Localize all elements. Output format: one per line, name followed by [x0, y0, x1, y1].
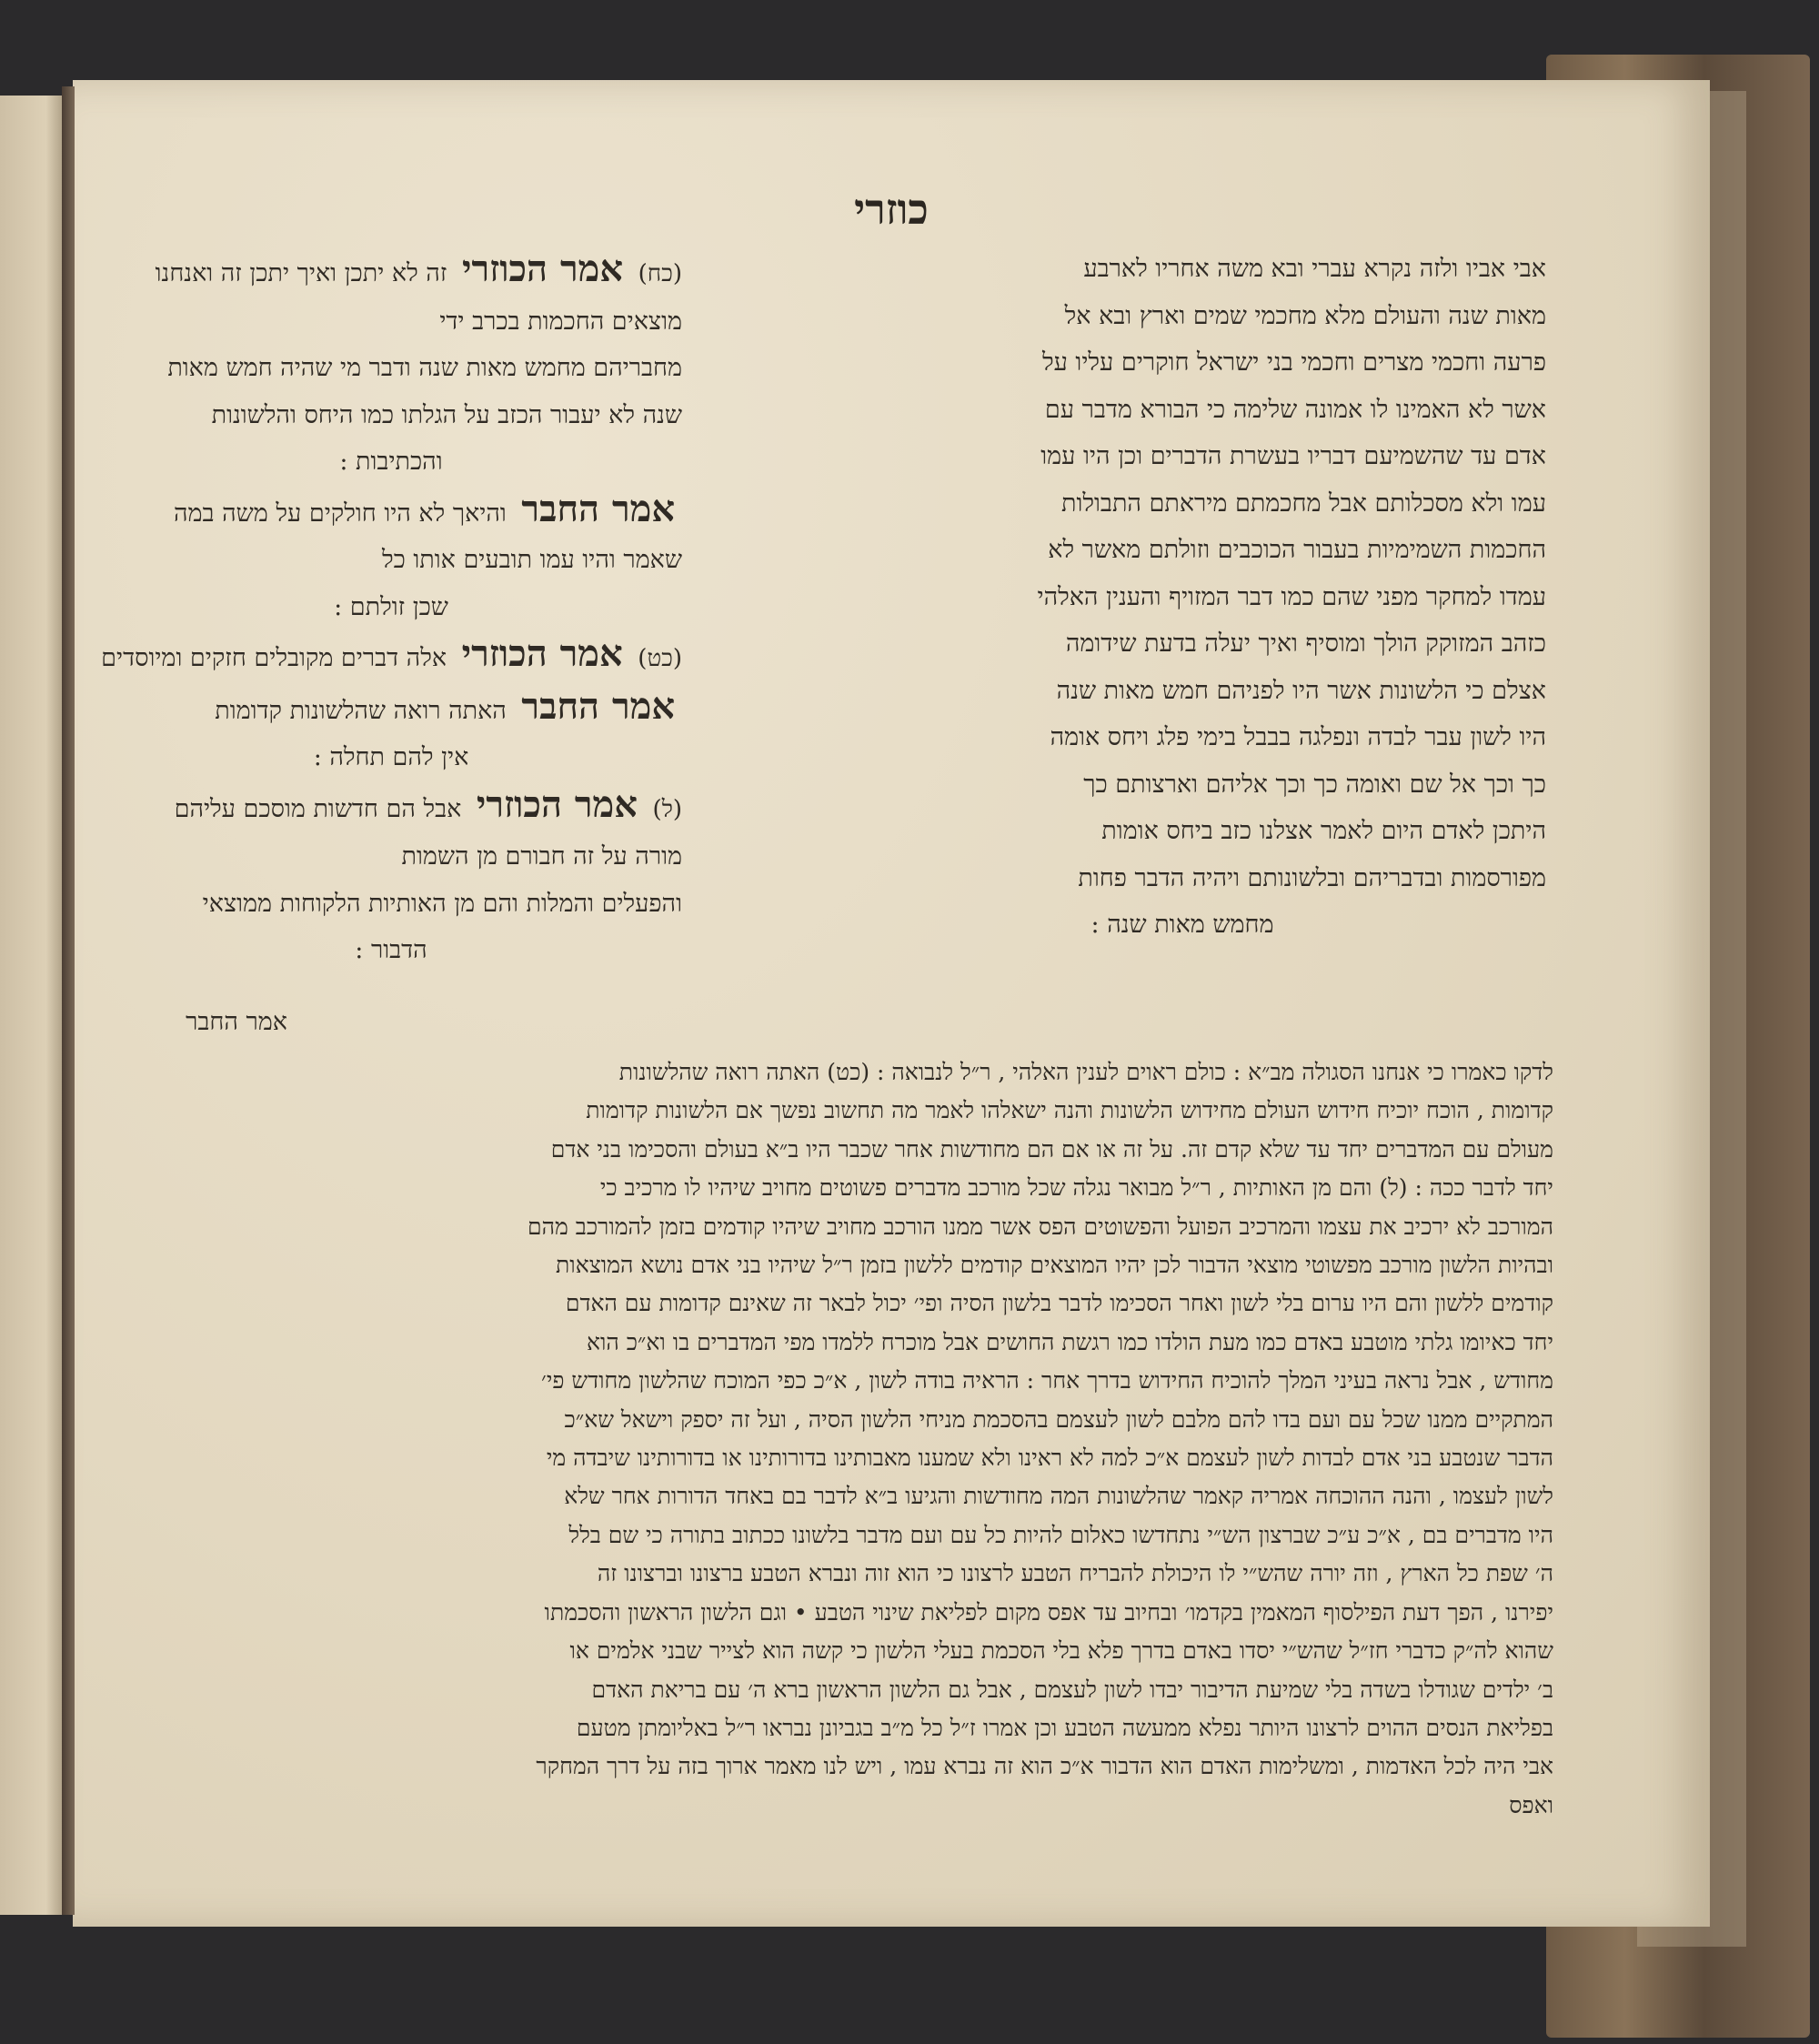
text-line: כך וכך אל שם ואומה כך וכך אליהם וארצותם כך [1083, 770, 1546, 799]
commentary-line: ב׳ ילדים שגודלו בשדה בלי שמיעת הדיבור יבדו לשון לעצמם , אבל גם הלשון הראשון ברא ה׳ עם בריאת האדם [591, 1676, 1553, 1703]
commentary-line: מעולם עם המדברים יחד עד שלא קדם זה. על זה או אם הם מחודשות אחר שכבר היו ב״א בעולם והסכימו בני אדם [550, 1135, 1553, 1163]
text-line: אלה דברים מקובלים חזקים ומיוסדים [101, 644, 447, 672]
commentary-line: קדומות , הוכח יוכיח חידוש העולם מחידוש הלשונות והנה ישאלהו לאמר מה תחשוב נפשך אם הלשונות קדומות [586, 1097, 1553, 1124]
commentary-line: יחד כאיומו גלתי מוטבע באדם כמו מעת הולדו כמו רגשת החושים אבל מוכרח ללמדו מפי המדברים בו וא״כ הוא [586, 1328, 1553, 1355]
commentary-block [98, 1053, 1553, 1825]
text-line: אין להם תחלה : [313, 743, 469, 771]
text-line: שנה לא יעבור הכזב על הגלתו כמו היחס והלשונות [211, 400, 682, 429]
text-line: מאות שנה והעולם מלא מחכמי שמים וארץ ובא אל [1064, 301, 1546, 330]
text-line: והיאך לא היו חולקים על משה במה [173, 498, 507, 528]
text-line: הדבור : [355, 936, 427, 964]
text-line: אדם עד שהשמיעם דבריו בעשרת הדברים וכן היו עמו [1040, 442, 1546, 470]
speaker-heading: אמר הכוזרי [476, 782, 638, 826]
text-line: והכתיבות : [339, 448, 443, 476]
text-line: והפעלים והמלות והם מן האותיות הלקוחות ממוצאי [202, 889, 682, 918]
commentary-catchword: אמר החבר [186, 1008, 287, 1036]
commentary-line: קודמים ללשון והם היו ערום בלי לשון ואחר הסכימו לדבר בלשון הסיה ופי׳ יכול לבאר זה שאינם קדומות עם האדם [565, 1290, 1553, 1317]
book-gutter [62, 86, 75, 1915]
text-line: מוצאים החכמות בכרב ידי [439, 307, 682, 336]
commentary-line: אבי היה לכל האדמות , ומשלימות האדם הוא הדבור א״כ הוא זה נברא עמו , ויש לנו מאמר ארוך בזה על דרך המחקר [536, 1753, 1553, 1780]
commentary-line: ואפס [1509, 1791, 1553, 1818]
text-line: היתכן לאדם היום לאמר אצלנו כזב ביחס אומות [1101, 817, 1546, 845]
speaker-heading: אמר החבר [521, 487, 675, 530]
running-head: כוזרי [854, 185, 929, 234]
text-line: פרעה וחכמי מצרים וחכמי בני ישראל חוקרים עליו על [1041, 348, 1546, 377]
paragraph-28-first-line [100, 246, 682, 298]
book-page [73, 80, 1710, 1927]
text-line: מפורסמות ובדבריהם ובלשונותם ויהיה הדבר פחות [1078, 863, 1546, 892]
section-number: (ל) [652, 795, 682, 823]
text-line: מחמש מאות שנה : [1090, 911, 1274, 939]
left-column [100, 246, 682, 974]
speaker-heading: אמר החבר [521, 684, 675, 728]
chaver-second-line [100, 683, 682, 735]
text-line: מורה על זה חבורם מן השמות [401, 842, 682, 871]
paragraph-30-first-line [100, 781, 682, 834]
commentary-line: לדקו כאמרו כי אנחנו הסגולה מב״א : כולם ראוים לענין האלהי , ר״ל לנבואה : (כט) האתה רואה שהלשונות [618, 1059, 1553, 1085]
text-line: עמדו למחקר מפני שהם כמו דבר המזויף והענין האלהי [1037, 582, 1546, 611]
text-line: שכן זולתם : [334, 592, 448, 621]
chaver-first-line [100, 486, 682, 538]
text-line: אבל הם חדשות מוסכם עליהם [174, 794, 462, 823]
text-line: שאמר והיו עמו תובעים אותו כל [381, 546, 682, 574]
text-line: האתה רואה שהלשונות קדומות [215, 696, 507, 725]
text-line: אבי אביו ולזה נקרא עברי ובא משה אחריו לארבע [1083, 255, 1546, 283]
text-line: זה לא יתכן ואיך יתכן זה ואנחנו [155, 259, 447, 287]
commentary-line: היו מדברים בם , א״כ ע״כ שברצון הש״י נתחדשו כאלום להיות כל עם ועם מדבר בלשונו ככתוב בתורה כי שם בלל [568, 1521, 1553, 1548]
text-line: עמו ולא מסכלותם אבל מחכמתם מיראתם התבולות [1061, 488, 1546, 518]
right-column [819, 246, 1546, 949]
commentary-line: לשון לעצמו , והנה ההוכחה אמריה קאמר שהלשונות המה מחודשות והגיעו ב״א לדבר בם באחד הדורות אחר שלא [564, 1483, 1553, 1510]
section-number: (כח) [638, 260, 682, 287]
text-line: כזהב המזוקק הולך ומוסיף ואיך יעלה בדעת שידומה [1065, 629, 1546, 658]
commentary-line: המורכב לא ירכיב את עצמו והמרכיב הפועל והפשוטים הפס אשר ממנו הורכב מחויב שיהיו קודמים בזמן להמורכב מהם [528, 1213, 1553, 1240]
text-line: החכמות השמימיות בעבור הכוכבים וזולתם מאשר לא [1048, 536, 1546, 564]
text-line: אצלם כי הלשונות אשר היו לפניהם חמש מאות שנה [1056, 676, 1546, 705]
speaker-heading: אמר הכוזרי [461, 632, 623, 675]
commentary-line: יפירנו , הפך דעת הפילסוף המאמין בקדמו׳ ובחיוב עד אפס מקום לפליאת שינוי הטבע • וגם הלשון הראשון והסכמתו [544, 1598, 1553, 1626]
text-line: היו לשון עבר לבדה ונפלגה בבבל בימי פלג ויחס אומה [1050, 723, 1546, 751]
commentary-line: המתקיים ממנו שכל עם ועם בדו להם מלבם לשון לעצמם בהסכמת מניחי הלשון הסיה , ועל זה יספק וישאל שא״כ [564, 1405, 1553, 1433]
commentary-line: בפליאת הנסים ההוים לרצונו היותר נפלא ממעשה הטבע וכן אמרו ז״ל כל מ״ב בגביונן נבראו ר״ל באליומתן מטעם [576, 1714, 1553, 1741]
speaker-heading: אמר הכוזרי [461, 247, 624, 290]
commentary-line: ובהיות הלשון מורכב מפשוטי מוצאי הדבור לכן יהיו המוצאים קודמים ללשון בזמן ר״ל שיהיו בני אדם נושא המוצאות [556, 1252, 1553, 1279]
facing-page-edge [0, 96, 65, 1915]
text-line: אשר לא האמינו לו אמונה שלימה כי הבורא מדבר עם [1044, 395, 1546, 424]
commentary-line: יחד לדבר ככה : (ל) והם מן האותיות , ר״ל מבואר נגלה שכל מורכב מדברים פשוטים מחויב שיהיו לו מרכיב כי [599, 1174, 1553, 1202]
section-number: (כט) [638, 645, 682, 672]
commentary-line: שהוא לה״ק כדברי חז״ל שהש״י יסדו באדם בדרך פלא בלי הסכמת בעלי הלשון כי קשה הוא לצייר שבני אלמים או [569, 1637, 1553, 1665]
text-line: מחבריהם מחמש מאות שנה ודבר מי שהיה חמש מאות [167, 354, 682, 382]
commentary-line: מחודש , אבל נראה בעיני המלך להוכיח החידוש בדרך אחר : הראיה בודה לשון , א״כ כפי המוכח שהלשון מחודש פי׳ [541, 1367, 1553, 1395]
commentary-line: ה׳ שפת כל הארץ , וזה יורה שהש״י לו היכולת להבריח הטבע לרצונו כי הוא זוה ונברא הטבע ברצונו וברצונו זה [597, 1560, 1553, 1587]
paragraph-29-line [100, 630, 682, 683]
commentary-line: הדבר שנטבע בני אדם לבדות לשון לעצמם א״כ למה לא ראינו ולא שמענו מאבותינו בדורותינו או בדורותינו שיבדה מי [546, 1445, 1553, 1472]
